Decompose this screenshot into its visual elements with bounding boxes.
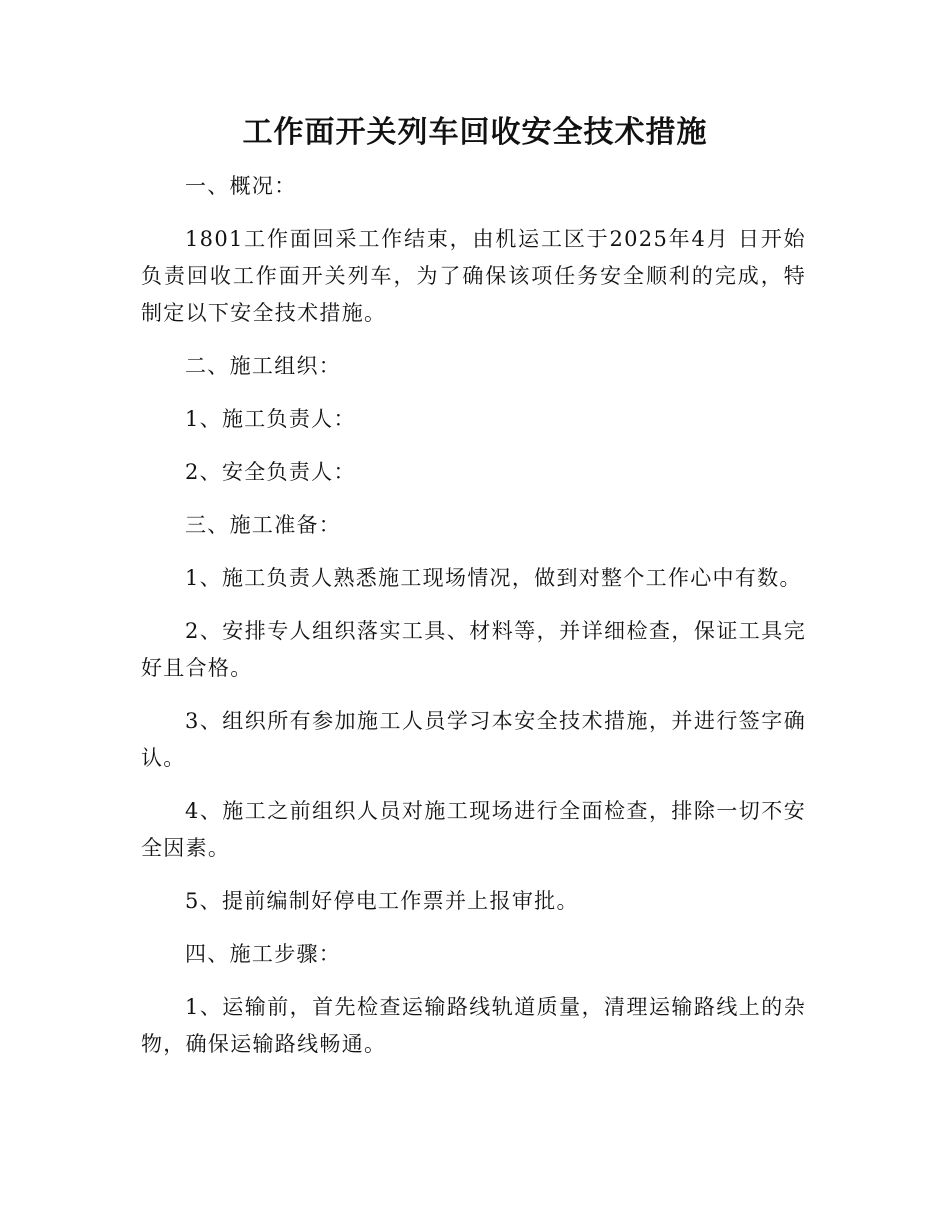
section-heading-preparation: 三、施工准备： <box>185 513 342 537</box>
step-item: 1、运输前，首先检查运输路线轨道质量，清理运输路线上的杂物，确保运输路线畅通。 <box>141 995 806 1056</box>
preparation-item: 4、施工之前组织人员对施工现场进行全面检查，排除一切不安全因素。 <box>141 799 806 860</box>
document-title: 工作面开关列车回收安全技术措施 <box>242 115 708 150</box>
organization-item: 1、施工负责人： <box>185 407 356 431</box>
organization-item: 2、安全负责人： <box>185 460 356 484</box>
preparation-item: 3、组织所有参加施工人员学习本安全技术措施，并进行签字确认。 <box>141 709 806 770</box>
section-heading-organization: 二、施工组织： <box>185 354 342 378</box>
document-body <box>141 168 806 1079</box>
section-heading-overview: 一、概况： <box>185 174 297 198</box>
section-heading-steps: 四、施工步骤： <box>185 942 342 966</box>
preparation-item: 5、提前编制好停电工作票并上报审批。 <box>185 889 579 913</box>
overview-paragraph: 1801工作面回采工作结束，由机运工区于2025年4月 日开始负责回收工作面开关列车，为了确保该项任务安全顺利的完成，特制定以下安全技术措施。 <box>141 227 806 325</box>
preparation-item: 1、施工负责人熟悉施工现场情况，做到对整个工作心中有数。 <box>185 566 802 590</box>
preparation-item: 2、安排专人组织落实工具、材料等，并详细检查，保证工具完好且合格。 <box>141 619 806 680</box>
